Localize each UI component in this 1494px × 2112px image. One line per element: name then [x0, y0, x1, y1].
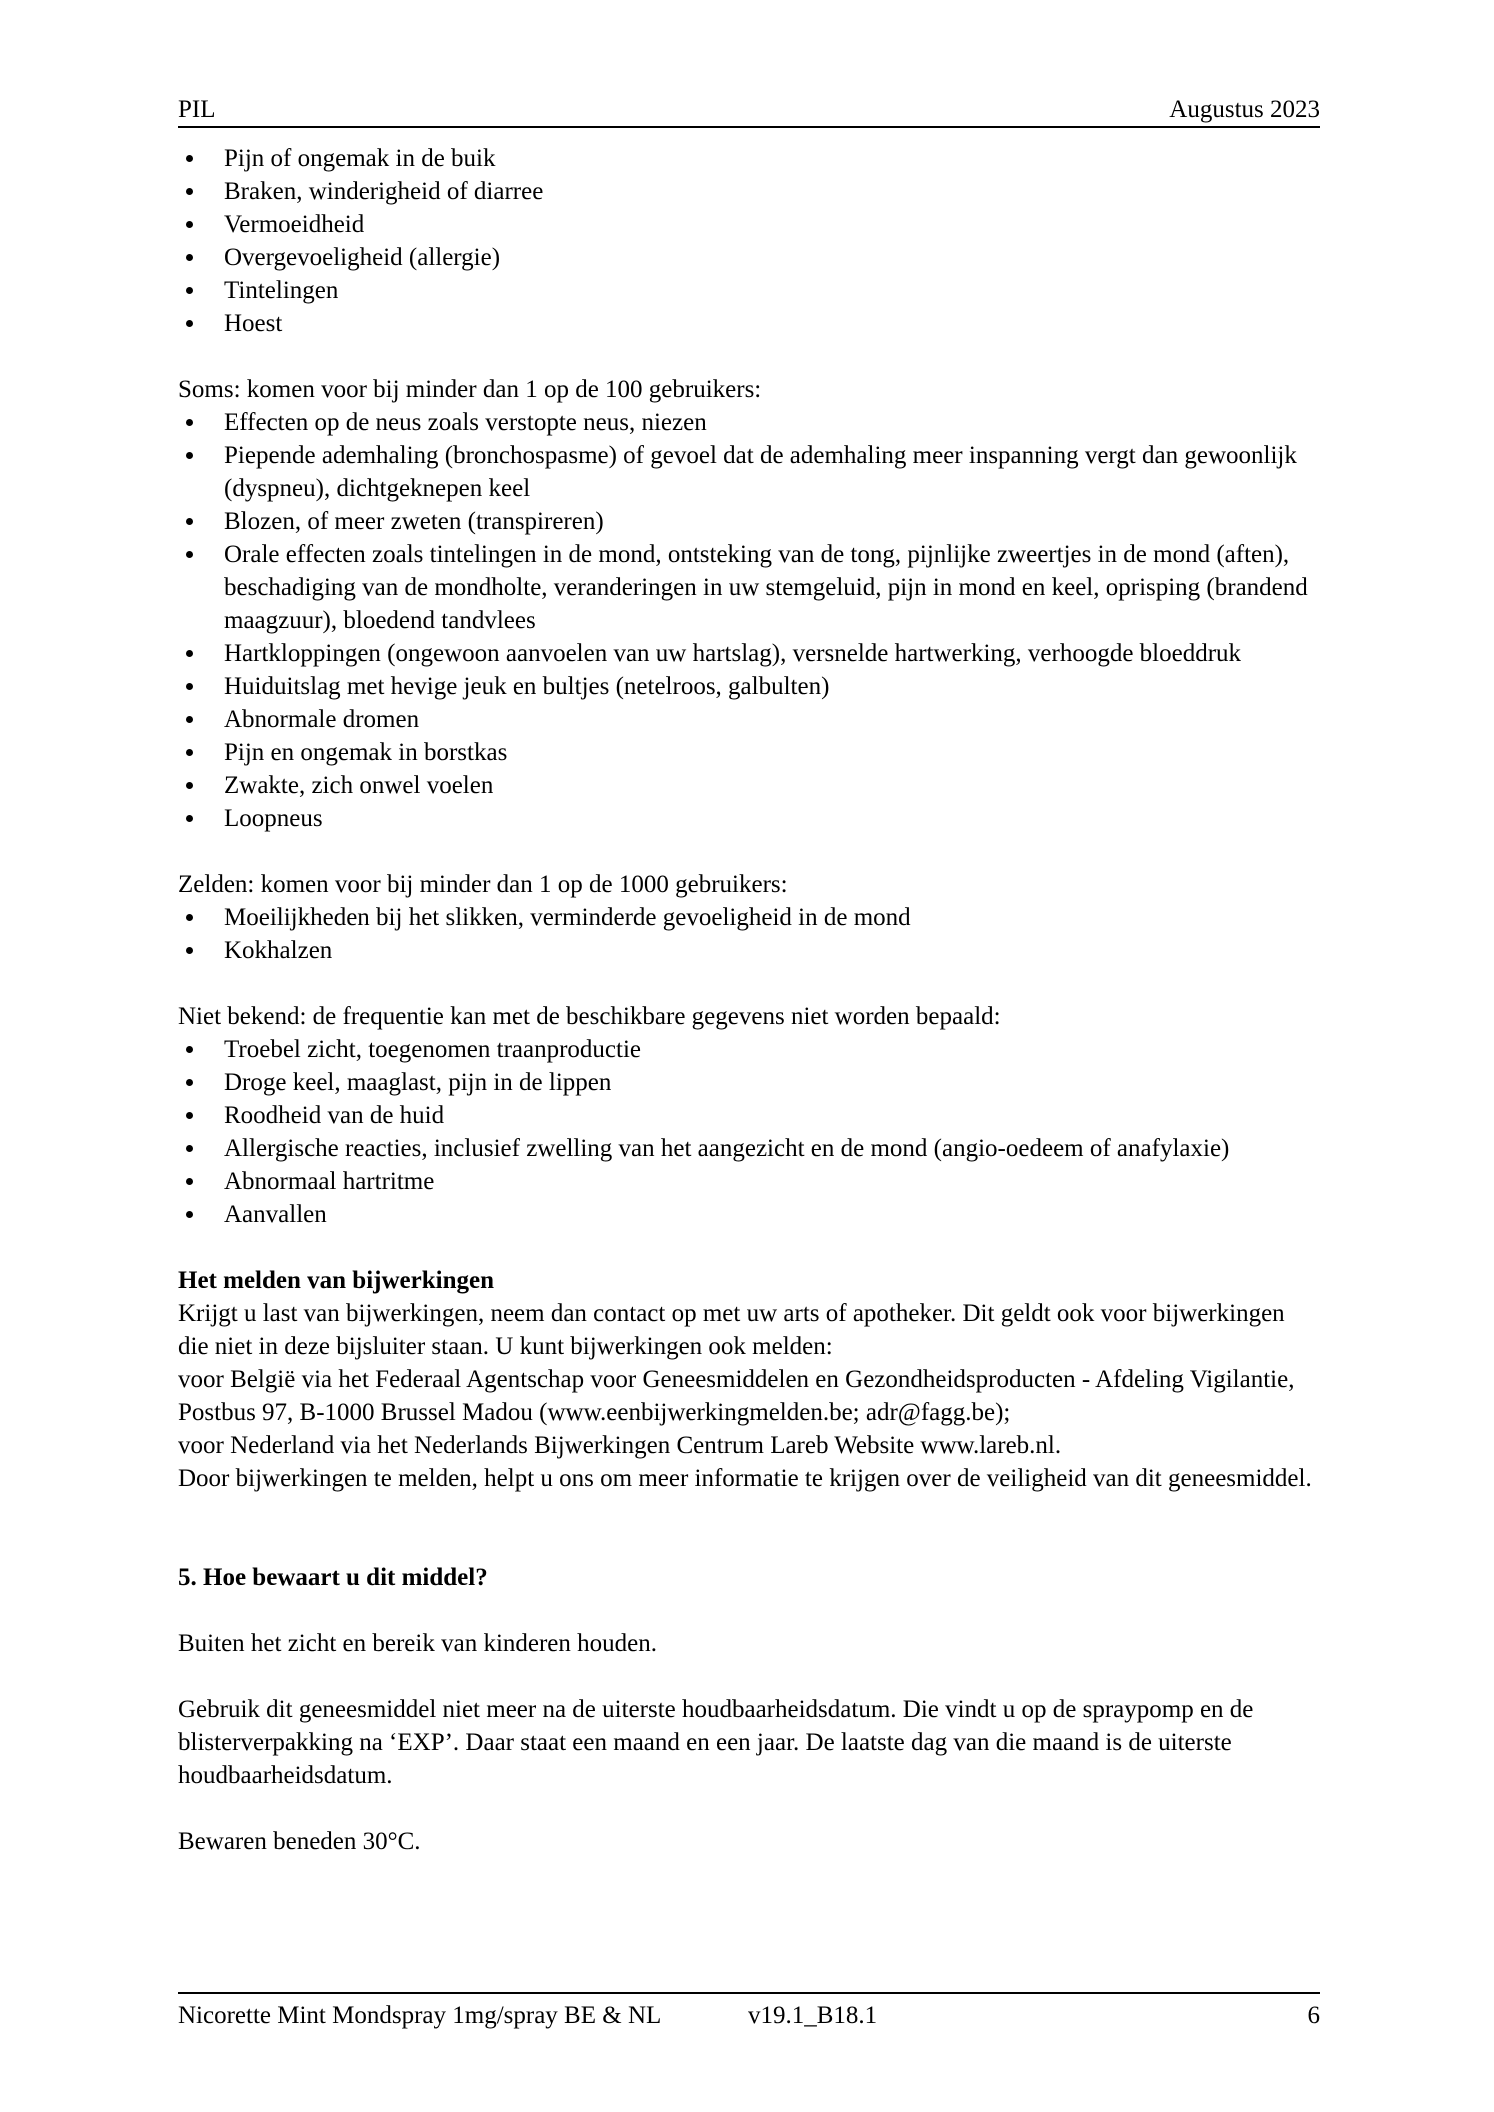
list-item: Loopneus: [178, 802, 1320, 835]
list-item: Troebel zicht, toegenomen traanproductie: [178, 1033, 1320, 1066]
storage-expiry: Gebruik dit geneesmiddel niet meer na de uiterste houdbaarheidsdatum. Die vindt u op de spraypomp en de blisterverpakking na ‘EXP’. Daar staat een maand en een jaar. De laatste dag van die maand is de uiterste houdbaarheidsdatum.: [178, 1696, 1254, 1789]
list-item: Droge keel, maaglast, pijn in de lippen: [178, 1066, 1320, 1099]
reporting-heading: Het melden van bijwerkingen: [178, 1267, 494, 1294]
list-item: Huiduitslag met hevige jeuk en bultjes (netelroos, galbulten): [178, 670, 1320, 703]
section-5-heading: 5. Hoe bewaart u dit middel?: [178, 1564, 488, 1591]
list-item: Tintelingen: [178, 274, 1320, 307]
uncommon-side-effects-list: [178, 406, 1320, 835]
footer-version: v19.1_B18.1: [748, 2002, 878, 2029]
rare-heading: Zelden: komen voor bij minder dan 1 op de 1000 gebruikers:: [178, 871, 788, 898]
list-item: Roodheid van de huid: [178, 1099, 1320, 1132]
header-date: Augustus 2023: [1169, 96, 1320, 123]
reporting-netherlands: voor Nederland via het Nederlands Bijwerkingen Centrum Lareb Website www.lareb.nl.: [178, 1432, 1062, 1459]
list-item: Blozen, of meer zweten (transpireren): [178, 505, 1320, 538]
list-item: Allergische reacties, inclusief zwelling van het aangezicht en de mond (angio-oedeem of anafylaxie): [178, 1132, 1320, 1165]
unknown-side-effects-list: [178, 1033, 1320, 1231]
common-side-effects-list: [178, 142, 1320, 340]
list-item: Hoest: [178, 307, 1320, 340]
list-item: Zwakte, zich onwel voelen: [178, 769, 1320, 802]
storage-temperature: Bewaren beneden 30°C.: [178, 1828, 421, 1855]
list-item: Aanvallen: [178, 1198, 1320, 1231]
list-item: Moeilijkheden bij het slikken, verminderde gevoeligheid in de mond: [178, 901, 1320, 934]
page-content: [178, 142, 1320, 1858]
uncommon-heading: Soms: komen voor bij minder dan 1 op de 100 gebruikers:: [178, 376, 762, 403]
page-footer: [178, 1992, 1320, 2034]
page-number: 6: [1307, 2002, 1320, 2029]
list-item: Overgevoeligheid (allergie): [178, 241, 1320, 274]
reporting-belgium: voor België via het Federaal Agentschap voor Geneesmiddelen en Gezondheidsproducten - Afdeling Vigilantie, Postbus 97, B-1000 Brussel Madou (www.eenbijwerkingmelden.be; adr@fagg.be);: [178, 1366, 1295, 1426]
unknown-heading: Niet bekend: de frequentie kan met de beschikbare gegevens niet worden bepaald:: [178, 1003, 1001, 1030]
list-item: Vermoeidheid: [178, 208, 1320, 241]
list-item: Braken, winderigheid of diarree: [178, 175, 1320, 208]
list-item: Piepende ademhaling (bronchospasme) of gevoel dat de ademhaling meer inspanning vergt dan gewoonlijk (dyspneu), dichtgeknepen keel: [178, 439, 1320, 505]
list-item: Hartkloppingen (ongewoon aanvoelen van uw hartslag), versnelde hartwerking, verhoogde bloeddruk: [178, 637, 1320, 670]
footer-product: Nicorette Mint Mondspray 1mg/spray BE & NL: [178, 2002, 662, 2029]
list-item: Pijn of ongemak in de buik: [178, 142, 1320, 175]
rare-side-effects-list: [178, 901, 1320, 967]
page-header: [178, 94, 1320, 128]
list-item: Abnormaal hartritme: [178, 1165, 1320, 1198]
list-item: Pijn en ongemak in borstkas: [178, 736, 1320, 769]
storage-children: Buiten het zicht en bereik van kinderen houden.: [178, 1630, 658, 1657]
reporting-paragraph: Krijgt u last van bijwerkingen, neem dan contact op met uw arts of apotheker. Dit geldt ook voor bijwerkingen die niet in deze bijsluiter staan. U kunt bijwerkingen ook melden:: [178, 1300, 1285, 1360]
list-item: Effecten op de neus zoals verstopte neus, niezen: [178, 406, 1320, 439]
list-item: Abnormale dromen: [178, 703, 1320, 736]
list-item: Orale effecten zoals tintelingen in de mond, ontsteking van de tong, pijnlijke zweertjes in de mond (aften), beschadiging van de mondholte, veranderingen in uw stemgeluid, pijn in mond en keel, oprisping (brandend maagzuur), bloedend tandvlees: [178, 538, 1320, 637]
reporting-closing: Door bijwerkingen te melden, helpt u ons om meer informatie te krijgen over de veiligheid van dit geneesmiddel.: [178, 1465, 1312, 1492]
list-item: Kokhalzen: [178, 934, 1320, 967]
header-left: PIL: [178, 96, 216, 123]
